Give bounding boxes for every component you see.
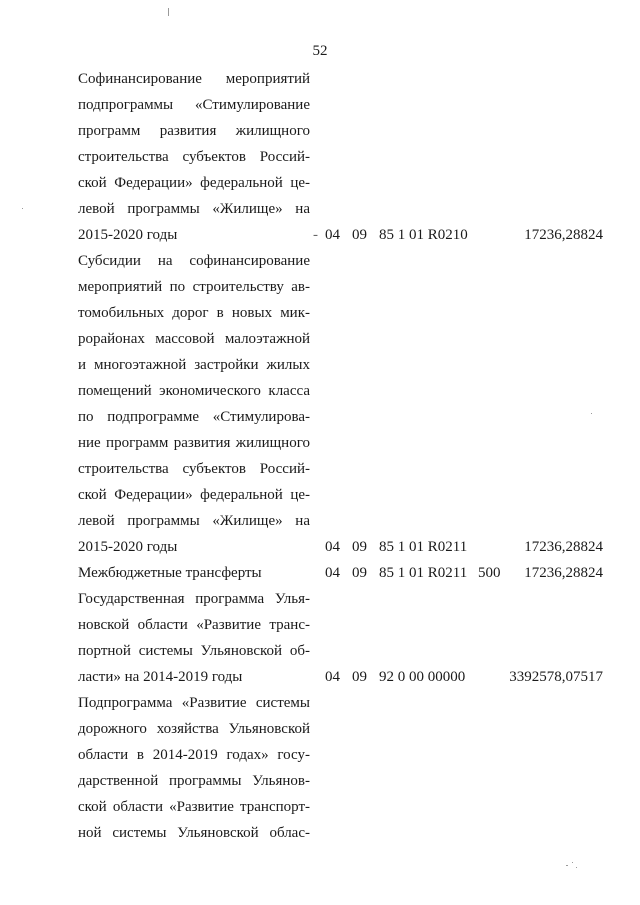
section-code: 04 <box>325 669 340 685</box>
target-article-code: 85 1 01 R0211 <box>379 565 468 581</box>
amount-value: 17236,28824 <box>524 539 603 555</box>
row-description-line: дарственной программы Ульянов- <box>78 773 310 789</box>
section-code: 04 <box>325 227 340 243</box>
scan-speck <box>576 867 577 868</box>
leader-mark: - <box>313 227 318 243</box>
row-description-line: подпрограммы «Стимулирование <box>78 97 310 113</box>
section-code: 04 <box>325 539 340 555</box>
row-description-line: области в 2014-2019 годах» госу- <box>78 747 310 763</box>
scan-speck <box>572 862 573 863</box>
row-description-line: ской области «Развитие транспорт- <box>78 799 310 815</box>
row-description-line: ласти» на 2014-2019 годы <box>78 669 243 685</box>
amount-value: 17236,28824 <box>524 227 603 243</box>
subsection-code: 09 <box>352 227 367 243</box>
amount-value: 3392578,07517 <box>509 669 603 685</box>
subsection-code: 09 <box>352 669 367 685</box>
row-description-line: 2015-2020 годы <box>78 539 178 555</box>
row-description-line: ской Федерации» федеральной це- <box>78 487 310 503</box>
target-article-code: 85 1 01 R0211 <box>379 539 468 555</box>
row-description-line: Подпрограмма «Развитие системы <box>78 695 310 711</box>
row-description-line: строительства субъектов Россий- <box>78 149 310 165</box>
row-description-line: портной системы Ульяновской об- <box>78 643 310 659</box>
target-article-code: 92 0 00 00000 <box>379 669 466 685</box>
row-description-line: мероприятий по строительству ав- <box>78 279 310 295</box>
row-description-line: левой программы «Жилище» на <box>78 201 310 217</box>
row-description-line: 2015-2020 годы <box>78 227 178 243</box>
row-description-line: ной системы Ульяновской облас- <box>78 825 310 841</box>
row-description-line: ской Федерации» федеральной це- <box>78 175 310 191</box>
row-description-line: дорожного хозяйства Ульяновской <box>78 721 310 737</box>
row-description-line: Софинансирование мероприятий <box>78 71 310 87</box>
row-description-line: Межбюджетные трансферты <box>78 565 262 581</box>
page-number: 52 <box>312 43 328 59</box>
scan-speck <box>566 865 568 866</box>
scan-speck <box>22 208 23 209</box>
row-description-line: новской области «Развитие транс- <box>78 617 310 633</box>
subsection-code: 09 <box>352 565 367 581</box>
row-description-line: Государственная программа Улья- <box>78 591 310 607</box>
row-description-line: левой программы «Жилище» на <box>78 513 310 529</box>
row-description-line: томобильных дорог в новых мик- <box>78 305 310 321</box>
subsection-code: 09 <box>352 539 367 555</box>
row-description-line: Субсидии на софинансирование <box>78 253 310 269</box>
scan-speck <box>168 8 169 16</box>
row-description-line: помещений экономического класса <box>78 383 310 399</box>
scan-speck <box>591 413 592 414</box>
section-code: 04 <box>325 565 340 581</box>
row-description-line: рорайонах массовой малоэтажной <box>78 331 310 347</box>
row-description-line: и многоэтажной застройки жилых <box>78 357 310 373</box>
row-description-line: по подпрограмме «Стимулирова- <box>78 409 310 425</box>
row-description-line: программ развития жилищного <box>78 123 310 139</box>
target-article-code: 85 1 01 R0210 <box>379 227 468 243</box>
expense-type-code: 500 <box>478 565 501 581</box>
row-description-line: ние программ развития жилищного <box>78 435 310 451</box>
amount-value: 17236,28824 <box>524 565 603 581</box>
row-description-line: строительства субъектов Россий- <box>78 461 310 477</box>
